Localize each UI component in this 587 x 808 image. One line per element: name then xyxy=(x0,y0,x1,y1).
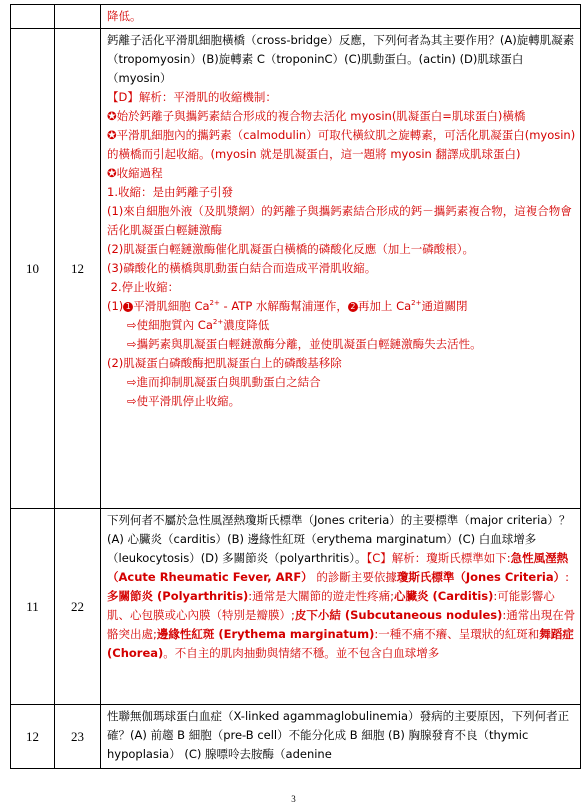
row-number-cell xyxy=(11,5,55,29)
question-number-cell: 23 xyxy=(55,705,101,769)
row-number-cell: 12 xyxy=(11,705,55,769)
question-number-cell: 12 xyxy=(55,29,101,509)
step-subitem: ⇨攜鈣素與肌凝蛋白輕鏈激酶分離，並使肌凝蛋白輕鏈激酶失去活性。 xyxy=(127,337,482,351)
step-heading: 2.停止收縮： xyxy=(107,280,180,294)
step-subitem: ⇨使細胞質內 $Ca^{2+}$濃度降低 xyxy=(127,318,270,332)
question-stem: 下列何者不屬於急性風溼熱瓊斯氏標準（Jones criteria）的主要標準（major criteria）？(A) 心臟炎（carditis）(B) 邊緣性紅斑（erythema marginatum）(C) 白血球增多（leukocytosis）(D) 多關節炎（polyarthritis）。【C】解析：瓊斯氏標準如下:急性風溼熱（Acute Rheumatic Fever, ARF） 的診斷主要依據瓊斯氏標準（Jones Criteria）:多關節炎 (Polyarthritis):通常是大關節的遊走性疼痛;心臟炎 (Carditis):可能影響心肌、心包膜或心內膜（特別是瓣膜）;皮下小結 (Subcutaneous nodules):通常出現在骨骼突出處;邊緣性紅斑 (Erythema marginatum):一種不痛不癢、呈環狀的紅斑和舞蹈症 (Chorea)。不自主的肌肉抽動與情緒不穩。並不包含白血球增多 xyxy=(107,513,576,660)
question-table xyxy=(10,4,581,769)
step-subitem: ⇨使平滑肌停止收縮。 xyxy=(127,394,241,408)
question-number-cell xyxy=(55,5,101,29)
star-bullet-icon: ✪ xyxy=(107,128,117,142)
question-text-cell xyxy=(101,29,581,509)
explanation-point: ✪平滑肌細胞內的攜鈣素（calmodulin）可取代橫紋肌之旋轉素，可活化肌凝蛋白(myosin) 的橫橋而引起收縮。(myosin 就是肌凝蛋白，這一題將 myosin 翻譯成肌球蛋白) xyxy=(107,128,576,161)
star-bullet-icon: ✪ xyxy=(107,166,117,180)
step-item: (2)肌凝蛋白輕鏈激酶催化肌凝蛋白橫橋的磷酸化反應（加上一磷酸根）。 xyxy=(107,242,475,256)
row-number-cell: 10 xyxy=(11,29,55,509)
question-text-cell xyxy=(101,509,581,705)
table-row xyxy=(11,5,581,29)
question-text-cell xyxy=(101,5,581,29)
step-subitem: ⇨進而抑制肌凝蛋白與肌動蛋白之結合 xyxy=(127,375,321,389)
table-row xyxy=(11,29,581,509)
step-item: (1)來自細胞外液（及肌漿網）的鈣離子與攜鈣素結合形成的鈣－攜鈣素複合物，這複合物會活化肌凝蛋白輕鏈激酶 xyxy=(107,204,572,237)
explanation-point: ✪收縮過程 xyxy=(107,166,163,180)
number-circle-icon: 2 xyxy=(348,302,358,312)
answer-heading: 【D】解析：平滑肌的收縮機制： xyxy=(107,90,277,104)
question-stem: 鈣離子活化平滑肌細胞橫橋（cross-bridge）反應，下列何者為其主要作用？(A)旋轉肌凝素（tropomyosin）(B)旋轉素 C（troponinC）(C)肌動蛋白。(actin) (D)肌球蛋白（myosin） xyxy=(107,33,575,85)
step-item: (1) 1 平滑肌細胞 $Ca^{2+}$ - ATP 水解酶幫浦運作， 2 再加上 $Ca^{2+}$通道關閉 xyxy=(107,299,468,313)
star-bullet-icon: ✪ xyxy=(107,109,117,123)
table-row xyxy=(11,509,581,705)
page-number: 3 xyxy=(291,794,296,804)
number-circle-icon: 1 xyxy=(123,302,133,312)
answer-text: 降低。 xyxy=(107,9,142,23)
question-number-cell: 22 xyxy=(55,509,101,705)
explanation-point: ✪始於鈣離子與攜鈣素結合形成的複合物去活化 myosin(肌凝蛋白=肌球蛋白)橫橋 xyxy=(107,109,526,123)
step-item: (3)磷酸化的橫橋與肌動蛋白結合而造成平滑肌收縮。 xyxy=(107,261,377,275)
question-text-cell xyxy=(101,705,581,769)
question-stem: 性聯無伽瑪球蛋白血症（X-linked agammaglobulinemia）發病的主要原因，下列何者正確？(A) 前趨 B 細胞（pre-B cell）不能分化成 B 細胞 (B) 胸腺發育不良（thymic hypoplasia） (C) 腺嘌呤去胺酶（adenine xyxy=(107,709,570,761)
row-number-cell: 11 xyxy=(11,509,55,705)
step-item: (2)肌凝蛋白磷酸酶把肌凝蛋白上的磷酸基移除 xyxy=(107,356,342,370)
step-heading: 1.收縮：是由鈣離子引發 xyxy=(107,185,233,199)
answer-text: 【C】解析：瓊斯氏標準如下: xyxy=(366,551,511,565)
table-row xyxy=(11,705,581,769)
